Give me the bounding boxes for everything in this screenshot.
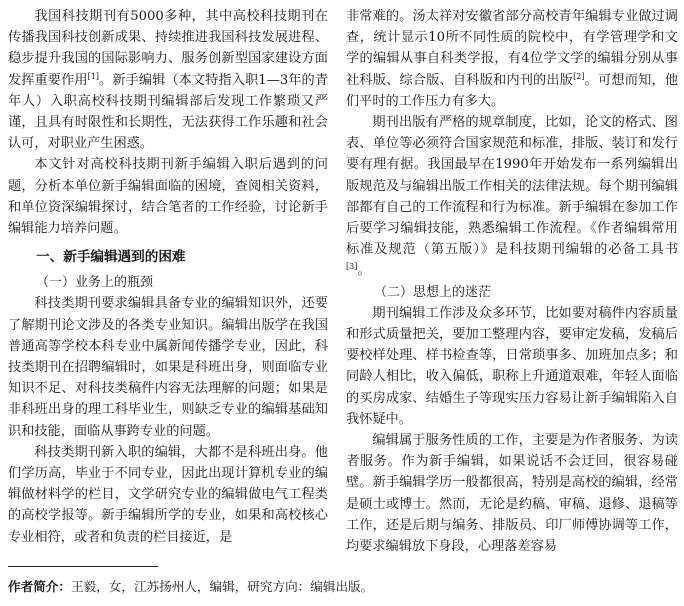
purpose-paragraph: 本文针对高校科技期刊新手编辑入职后遇到的问题，分析本单位新手编辑面临的困境，查阅相关资料，和单位资深编辑探讨，结合笔者的工作经验，讨论新手编辑能力培养问题。 <box>8 157 328 237</box>
intro-text: 我国科技期刊有5000多种，其中高校科技期刊在传播我国科技创新成果、持续推进我国科技发展进程、稳步提升我国的国际影响力、服务创新型国家建设方面发挥重要作用 <box>8 9 328 88</box>
regulation-paragraph <box>346 112 678 282</box>
footnote-text: 王毅，女，江苏扬州人，编辑，研究方向：编辑出版。 <box>70 579 374 594</box>
business-bottleneck-paragraph: 科技类期刊要求编辑具备专业的编辑知识外，还要了解期刊论文涉及的各类专业知识。编辑出版学在我国普通高等学校本科专业中属新闻传播学专业，因此，科技类期刊在招聘编辑时，如果是科班出身，则面临专业知识不足、对科技类稿件内容无法理解的问题；如果是非科班出身的理工科毕业生，则缺乏专业的编辑基础知识和技能，面临从事跨专业的问题。 <box>8 296 328 439</box>
survey-text-cont: 。可想而知，他们平时的工作压力有多大。 <box>346 72 679 109</box>
survey-paragraph <box>346 6 678 112</box>
subsection-heading-1: （一）业务上的瓶颈 <box>36 275 154 291</box>
intro-text-cont: 。新手编辑（本文特指入职1—3年的青年人）入职高校科技期刊编辑部后发现工作繁琐又严谨，且具有时限性和长期性，无法获得工作乐趣和社会认可，对职业产生困惑。 <box>8 72 329 152</box>
subsection-heading-2: （二）思想上的迷茫 <box>374 284 492 300</box>
new-editor-paragraph: 科技类期刊新入职的编辑，大都不是科班出身。他们学历高，毕业于不同专业，因此出现计算机专业的编辑做材料学的栏目，文学研究专业的编辑做电气工程类的高校学报等。新手编辑所学的专业，如果和高校核心专业相符，或者和负责的栏目接近，是 <box>8 444 328 545</box>
footnote-divider <box>8 566 158 567</box>
regulation-text-cont: 。 <box>357 263 371 279</box>
right-column <box>346 6 678 557</box>
section-heading-1: 一、新手编辑遇到的困难 <box>36 249 186 266</box>
survey-text: 非常难的。汤太祥对安徽省部分高校青年编辑专业做过调查，统计显示10所不同性质的院校中，有学管理学和文学的编辑从事自科类学报，有4位学文学的编辑分别从事社科版、综合版、自科版和内刊的出版 <box>346 9 678 88</box>
footnote-label: 作者简介： <box>8 579 71 594</box>
citation-ref-2: [2] <box>573 71 585 81</box>
citation-ref-1: [1] <box>87 71 99 81</box>
confusion-paragraph: 期刊编辑工作涉及众多环节，比如要对稿件内容质量和形式质量把关，要加工整理内容，要审定发稿，发稿后要校样处理、样书检查等，日常琐事多、加班加点多；和同龄人相比，收入偏低，职称上升通道艰难，年轻人面临的买房成家、结婚生子等现实压力容易让新手编辑陷入自我怀疑中。 <box>346 305 678 427</box>
regulation-text: 期刊出版有严格的规章制度，比如，论文的格式、图表、单位等必须符合国家规范和标准，排版、装订和发行要有理有据。我国最早在1990年开始发布一系列编辑出版规范及与编辑出版工作相关的法律法规。每个期刊编辑部都有自己的工作流程和行为标准。新手编辑在参加工作后要学习编辑技能，熟悉编辑工作流程。《作者编辑常用标准及规范（第五版）》是科技期刊编辑的必备工具书 <box>346 115 678 258</box>
author-footnote <box>8 578 373 596</box>
left-column <box>8 6 328 548</box>
citation-ref-3: [3] <box>346 262 358 272</box>
intro-paragraph <box>8 6 328 154</box>
service-paragraph: 编辑属于服务性质的工作，主要是为作者服务、为读者服务。作为新手编辑，如果说话不会迂回，很容易碰壁。新手编辑学历一般都很高，特别是高校的编辑，经常是硕士或博士。然而，无论是约稿、审稿、退修、退稿等工作，还是后期与编务、排版员、印厂师傅协调等工作，均要求编辑放下身段，心理落差容易 <box>346 433 678 555</box>
